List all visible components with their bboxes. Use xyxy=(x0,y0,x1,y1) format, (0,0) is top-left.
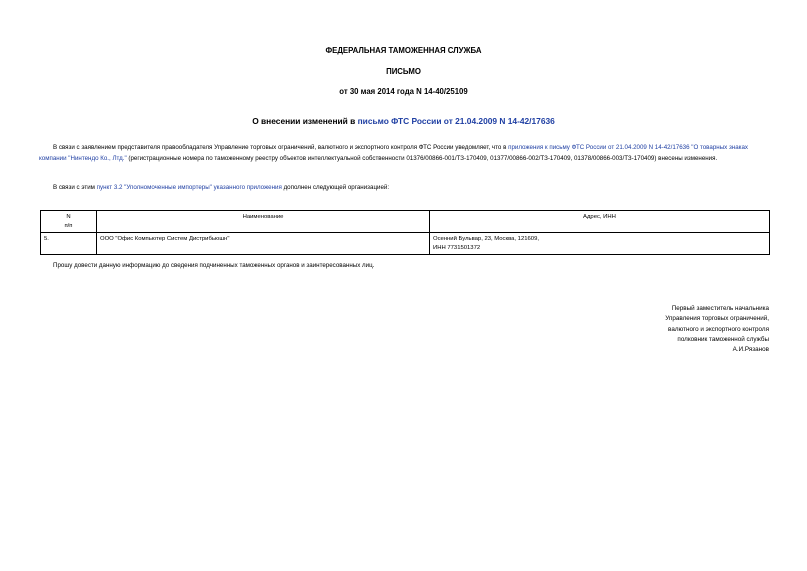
paragraph-request: Прошу довести данную информацию до сведения подчиненных таможенных органов и заинтересованных лиц. xyxy=(53,262,375,269)
importers-table xyxy=(40,210,770,255)
signature-line-rank: полковник таможенной службы xyxy=(677,335,769,343)
paragraph-1-text-a: В связи с заявлением представителя правообладателя Управление торговых ограничений, валютного и экспортного контроля ФТС России уведомляет, что в xyxy=(53,144,509,151)
row-inn: ИНН 7731501372 xyxy=(433,244,481,251)
subject-prefix: О внесении изменений в xyxy=(252,116,358,126)
column-header-number: N п/п xyxy=(41,211,97,233)
subject-letter-link[interactable]: письмо ФТС России от 21.04.2009 N 14-42/17636 xyxy=(357,116,555,126)
appendix-letter-link[interactable]: приложения к письму ФТС России от 21.04.2009 N 14-42/17636 "О товарных знаках компании "Нинтендо Ко., Лтд." xyxy=(39,144,749,162)
document-subject xyxy=(0,116,807,127)
paragraph-2-text-a: В связи с этим xyxy=(53,184,97,191)
signature-name: А.И.Рязанов xyxy=(732,346,769,354)
row-address: Осенний Бульвар, 23, Москва, 121609, xyxy=(433,236,539,242)
signature-line-position: Первый заместитель начальника xyxy=(671,305,769,312)
paragraph-1-text-b: (регистрационные номера по таможенному реестру объектов интеллектуальной собственности 01376/00866-001/ТЗ-170409, 01377/00866-002/ТЗ-170409, 01378/00866-003/ТЗ-170409) внесены изменения. xyxy=(126,154,718,162)
document-date-number: от 30 мая 2014 года N 14-40/25109 xyxy=(339,87,468,96)
signature-line-department: Управления торговых ограничений, xyxy=(665,315,769,323)
document-type: ПИСЬМО xyxy=(386,67,421,76)
column-header-name: Наименование xyxy=(97,211,430,233)
paragraph-notification xyxy=(39,143,771,164)
paragraph-addition xyxy=(39,183,771,194)
table-row xyxy=(41,233,770,255)
row-name-cell: ООО "Офис Компьютер Систем Дистрибьюшн" xyxy=(97,233,430,255)
clause-3-2-link[interactable]: пункт 3.2 "Уполномоченные импортеры" указанного приложения xyxy=(96,184,282,191)
paragraph-2-text-b: дополнен следующей организацией: xyxy=(281,184,390,191)
signature-line-department-cont: валютного и экспортного контроля xyxy=(668,325,769,333)
table-header-row xyxy=(41,211,770,233)
row-address-cell xyxy=(430,233,770,255)
column-header-address: Адрес, ИНН xyxy=(430,211,770,233)
row-number-cell: 5. xyxy=(41,233,97,255)
agency-title: ФЕДЕРАЛЬНАЯ ТАМОЖЕННАЯ СЛУЖБА xyxy=(325,46,482,55)
signature-block xyxy=(569,304,769,355)
